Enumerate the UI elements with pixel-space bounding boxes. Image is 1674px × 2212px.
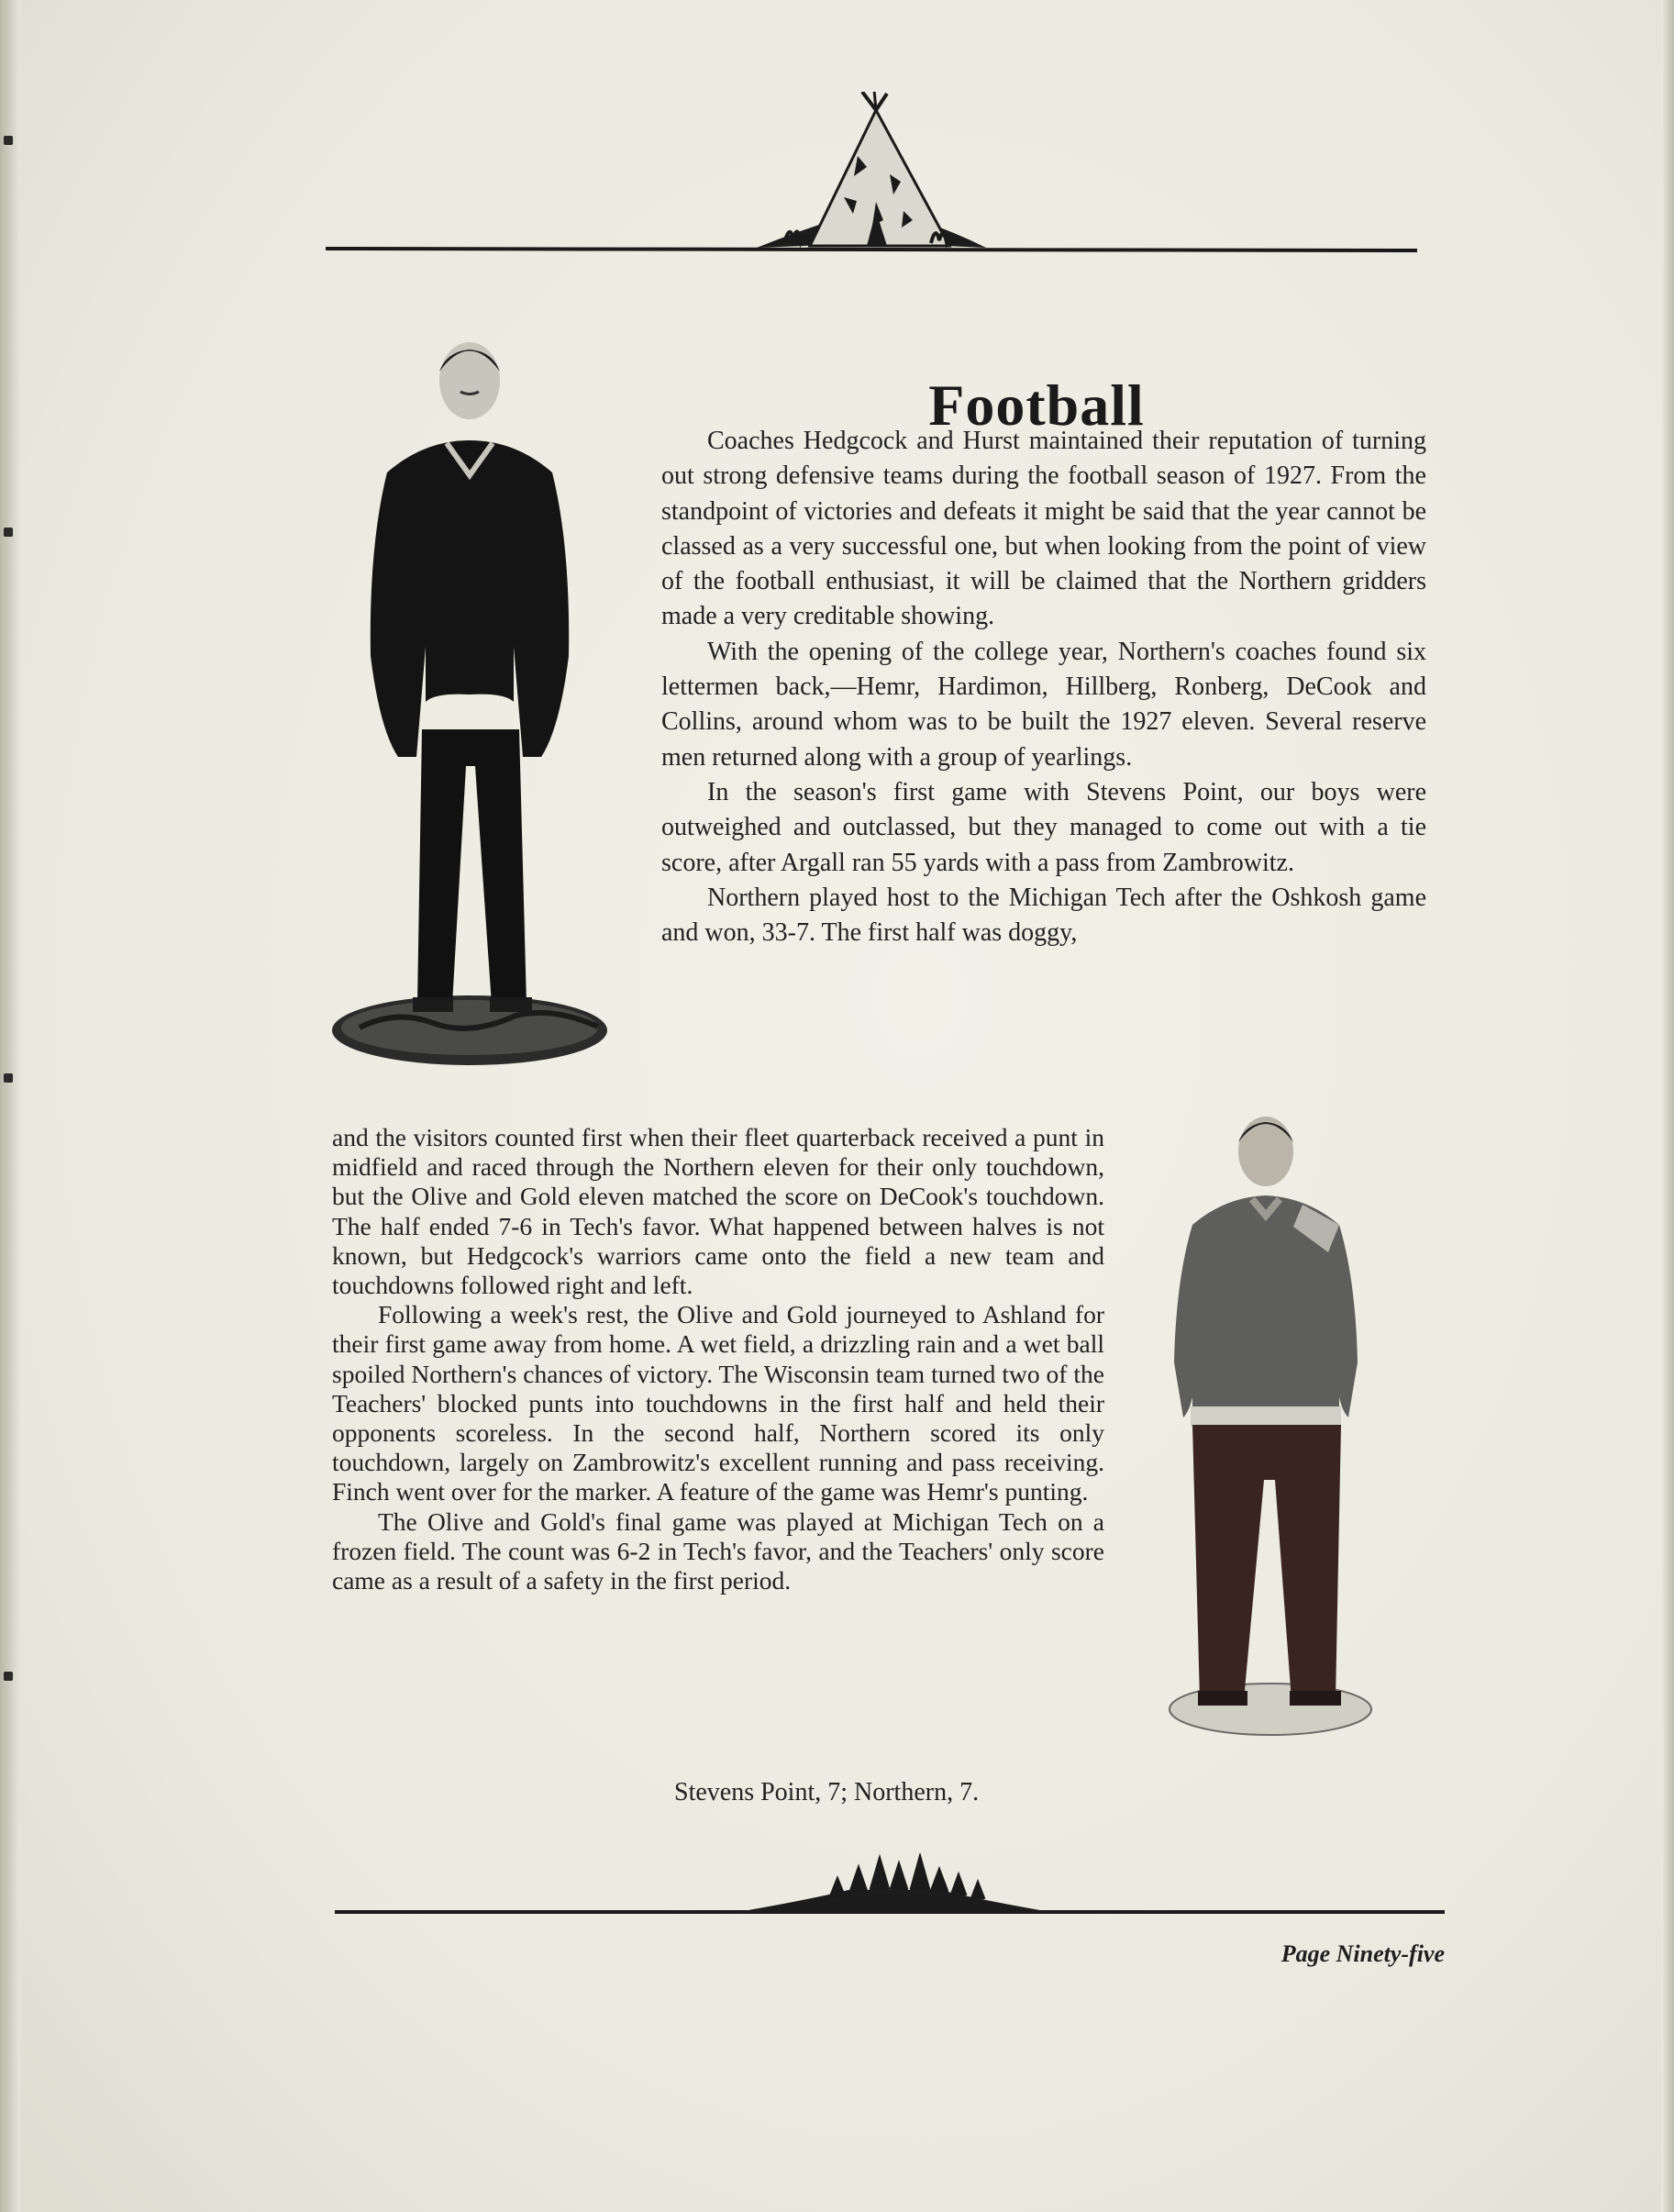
article-paragraph: Following a week's rest, the Olive and Gold journeyed to Ashland for their first game away from home. A wet field, a drizzling rain and a wet ball spoiled Northern's chances of victory. The Wisconsin team turned two of the Teachers' blocked punts into touchdowns in the first half and held their opponents scoreless. In the second half, Northern scored its only touchdown, largely on Zambrowitz's excellent running and pass receiving. Finch went over for the marker. A feature of the game was Hemr's punting.: [332, 1300, 1104, 1506]
article-paragraph: In the season's first game with Stevens Point, our boys were outweighed and outclassed, but they managed to come out with a tie score, after Argall ran 55 yards with a pass from Zambrowitz.: [661, 777, 1426, 877]
page-number: Page Ninety-five: [1280, 1940, 1445, 1967]
article-lower-column: [332, 1123, 1104, 1595]
coach-in-grey-sweater-photo: [1165, 1115, 1376, 1739]
score-line: Stevens Point, 7; Northern, 7.: [674, 1778, 980, 1806]
article-paragraph: Northern played host to the Michigan Tech after the Oshkosh game and won, 33-7. The first half was doggy,: [661, 883, 1426, 948]
article-upper-column: [661, 424, 1426, 950]
coach-in-dark-sweater-photo: [332, 335, 635, 1069]
article-paragraph: With the opening of the college year, Northern's coaches found six lettermen back,—Hemr, Hardimon, Hillberg, Ronberg, DeCook and Collins, around whom was to be built the 1927 eleven. Several reserve men returned along with a group of yearlings.: [661, 637, 1426, 772]
binder-hole-mark: [4, 1073, 13, 1083]
page-title: Football: [928, 372, 1145, 438]
teepee-ornament-icon: [326, 92, 1417, 257]
article-paragraph-continued: and the visitors counted first when their fleet quarterback received a punt in midfield and raced through the Northern eleven for their only touchdown, but the Olive and Gold eleven matched the score on DeCook's touchdown. The half ended 7-6 in Tech's favor. What happened between halves is not known, but Hedgcock's warriors came onto the field a new team and touchdowns followed right and left.: [332, 1123, 1104, 1300]
binder-hole-mark: [4, 136, 13, 145]
page-left-edge: [0, 0, 20, 2212]
pine-tree-ornament-icon: [335, 1853, 1445, 1917]
page-right-edge: [1661, 0, 1674, 2212]
article-paragraph: Coaches Hedgcock and Hurst maintained their reputation of turning out strong defensive teams during the football season of 1927. From the standpoint of victories and defeats it might be said that the year cannot be classed as a very successful one, but when looking from the point of view of the football enthusiast, it will be claimed that the Northern gridders made a very creditable showing.: [661, 427, 1426, 631]
binder-hole-mark: [4, 528, 13, 537]
article-paragraph: The Olive and Gold's final game was played at Michigan Tech on a frozen field. The count was 6-2 in Tech's favor, and the Teachers' only score came as a result of a safety in the first period.: [332, 1506, 1104, 1595]
binder-hole-mark: [4, 1672, 13, 1681]
